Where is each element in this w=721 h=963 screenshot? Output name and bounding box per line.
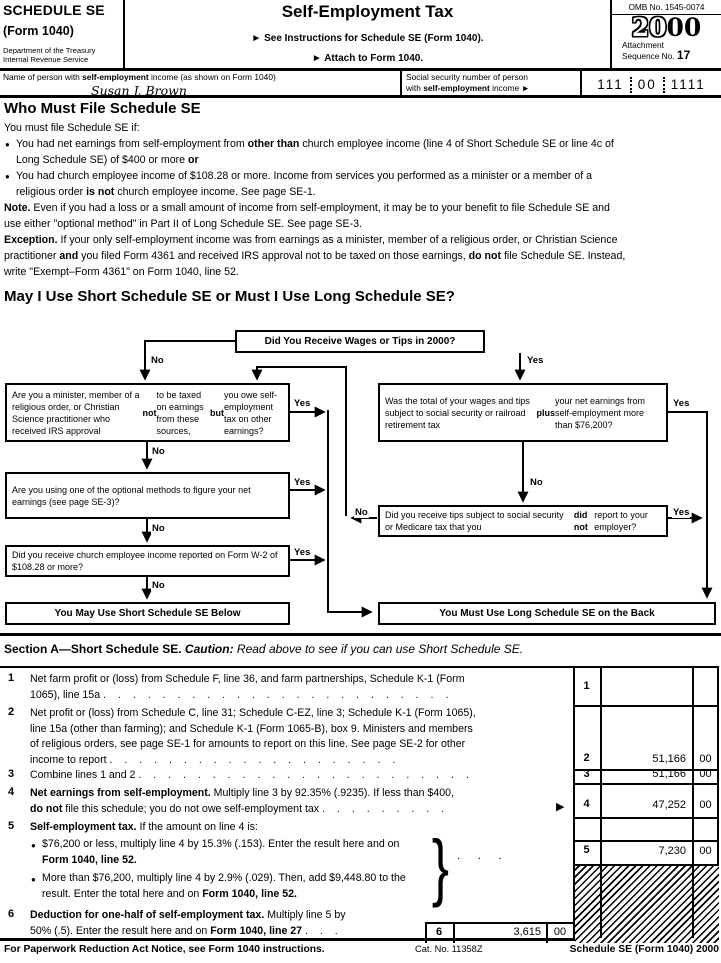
line-1-description: Net farm profit or (loss) from Schedule F, line 36, and farm partnerships, Schedule K-1 (Form 1065), line 15a bbox=[30, 673, 465, 701]
line-5-text: Self-employment tax. If the amount on line 4 is: bbox=[30, 821, 258, 833]
paperwork-notice: For Paperwork Reduction Act Notice, see Form 1040 instructions. bbox=[4, 944, 325, 955]
sequence-value: 17 bbox=[676, 47, 691, 62]
bullet-icon: ● bbox=[31, 875, 36, 884]
dot-leader: . . . bbox=[305, 924, 339, 937]
pointer-icon: ▶ bbox=[556, 801, 565, 813]
dot-leader: . . . . . . . . . . . . . . . . . . . . bbox=[109, 754, 397, 767]
see-instructions-note: ► See Instructions for Schedule SE (Form 1040). bbox=[251, 33, 484, 44]
label-yes: Yes bbox=[673, 398, 690, 409]
line-4-cents[interactable]: 00 bbox=[699, 799, 712, 811]
line-4-description: Net earnings from self-employment. Multiply line 3 by 92.35% (.9235). If less than $400, do not file this schedule; you do not owe self-employment tax bbox=[30, 787, 454, 815]
flowchart-top-question: Did You Receive Wages or Tips in 2000? bbox=[235, 330, 485, 353]
flowchart-church-income-question: Did you receive church employee income reported on Form W-2 of $108.28 or more? bbox=[5, 545, 290, 577]
label-no: No bbox=[152, 523, 165, 534]
sequence-label: Sequence No. bbox=[622, 50, 677, 61]
ssn-part-3: 1111 bbox=[670, 77, 706, 92]
line-5-bullet-2 bbox=[30, 871, 460, 902]
bullet-icon: ● bbox=[31, 841, 36, 850]
flowchart-unreported-tips-question: Did you receive tips subject to social security or Medicare tax that you did not report to your employer? bbox=[378, 505, 668, 537]
tax-year-hollow: 20 bbox=[631, 13, 667, 42]
name-label: Name of person with self-employment income (as shown on Form 1040) bbox=[3, 72, 276, 82]
line-4-number: 4 bbox=[8, 786, 15, 798]
flowchart-minister-question: Are you a minister, member of a religious order, or Christian Science practitioner who received IRS approval not to be taxed on earnings from these sources, but you owe self-employment tax on other earnings? bbox=[5, 383, 290, 442]
form-title-block bbox=[125, 0, 610, 71]
bullet-icon: ● bbox=[5, 140, 10, 149]
ssn-separator bbox=[630, 77, 632, 93]
line-2-text bbox=[30, 706, 570, 769]
line-6-amount[interactable]: 3,615 bbox=[513, 926, 541, 938]
dot-leader: . . . bbox=[457, 848, 502, 862]
dot-leader: . . . . . . . . . . . . . . . . . . . . . . . . bbox=[103, 688, 450, 701]
who-bullet-2-text: You had church employee income of $108.28 or more. Income from services you performed as a minister or a member of a religious order is not church employee income. See page SE-1. bbox=[16, 170, 593, 198]
label-yes: Yes bbox=[673, 507, 690, 518]
section-a-title: Section A—Short Schedule SE. bbox=[4, 642, 185, 656]
grid-line bbox=[573, 705, 719, 707]
omb-number: OMB No. 1545-0074 bbox=[612, 0, 721, 15]
who-must-file-section bbox=[4, 100, 717, 280]
ssn-separator bbox=[663, 77, 665, 93]
line-3-text bbox=[30, 768, 570, 784]
section-a-caution-label: Caution: bbox=[184, 642, 237, 656]
agency-line-2: Internal Revenue Service bbox=[3, 55, 89, 64]
line-5-amount[interactable]: 7,230 bbox=[658, 845, 686, 857]
label-no: No bbox=[530, 477, 543, 488]
grid-line bbox=[425, 922, 573, 924]
flowchart-optional-methods-question: Are you using one of the optional methods to figure your net earnings (see page SE-3)? bbox=[5, 472, 290, 519]
line-6-text bbox=[30, 908, 450, 939]
ssn-part-2: 00 bbox=[637, 77, 657, 92]
brace-glyph: } bbox=[431, 825, 450, 908]
bullet-icon: ● bbox=[5, 172, 10, 181]
line-4-amount[interactable]: 47,252 bbox=[652, 799, 686, 811]
short-schedule-table bbox=[0, 666, 719, 941]
form-title: Self-Employment Tax bbox=[281, 2, 454, 21]
line-2-amount[interactable]: 51,166 bbox=[652, 753, 686, 765]
line-4-box: 4 bbox=[583, 798, 590, 810]
who-bullet-1 bbox=[4, 136, 717, 168]
line-6-box: 6 bbox=[435, 926, 443, 938]
form-id-block bbox=[0, 0, 125, 71]
line-2-number: 2 bbox=[8, 706, 15, 718]
line-1-box: 1 bbox=[583, 680, 590, 692]
line-6-number: 6 bbox=[8, 908, 15, 920]
who-intro: You must file Schedule SE if: bbox=[4, 122, 140, 134]
line-1-number: 1 bbox=[8, 672, 15, 684]
grid-line bbox=[573, 840, 719, 842]
label-yes: Yes bbox=[294, 398, 311, 409]
label-yes: Yes bbox=[294, 477, 311, 488]
line-3-description: Combine lines 1 and 2 bbox=[30, 769, 139, 781]
line-3-box: 3 bbox=[583, 768, 590, 780]
ssn-part-1: 111 bbox=[597, 77, 624, 92]
name-cell bbox=[0, 71, 400, 98]
flowchart-wages-tips-total-question: Was the total of your wages and tips subject to social security or railroad retirement tax plus your net earnings from self-employment more than $76,200? bbox=[378, 383, 668, 442]
dot-leader: . . . . . . . . . bbox=[322, 802, 446, 815]
line-3-cents[interactable]: 00 bbox=[699, 768, 712, 780]
flowchart bbox=[0, 325, 721, 628]
section-divider bbox=[0, 633, 721, 636]
grid-line bbox=[573, 817, 719, 819]
footer-form-id: Schedule SE (Form 1040) 2000 bbox=[569, 944, 719, 955]
attach-note: ► Attach to Form 1040. bbox=[311, 53, 424, 64]
line-1-text bbox=[30, 672, 570, 703]
name-field[interactable]: Susan J. Brown bbox=[91, 83, 187, 98]
section-a-heading bbox=[4, 642, 523, 656]
line-3-number: 3 bbox=[8, 768, 15, 780]
dot-leader: . . . . . . . . . . . . . . . . . . . . . . . bbox=[138, 769, 470, 781]
line-3-amount[interactable]: 51,166 bbox=[652, 768, 686, 780]
sequence-number bbox=[612, 47, 721, 62]
grid-line bbox=[573, 864, 719, 866]
flowchart-result-short: You May Use Short Schedule SE Below bbox=[5, 602, 290, 625]
schedule-name: SCHEDULE SE bbox=[3, 2, 105, 18]
agency-line-1: Department of the Treasury bbox=[3, 46, 96, 55]
line-6-description: Deduction for one-half of self-employment tax. Multiply line 5 by 50% (.5). Enter the result here and on Form 1040, line 27 bbox=[30, 909, 346, 937]
line-2-box: 2 bbox=[583, 752, 590, 764]
line-2-cents[interactable]: 00 bbox=[699, 753, 712, 765]
grid-line bbox=[573, 783, 719, 785]
label-yes: Yes bbox=[527, 355, 544, 366]
who-bullet-2 bbox=[4, 168, 717, 200]
flowchart-result-long: You Must Use Long Schedule SE on the Back bbox=[378, 602, 716, 625]
label-no: No bbox=[355, 507, 368, 518]
line-5-bullet-1-text: $76,200 or less, multiply line 4 by 15.3% (.153). Enter the result here and on Form 1040, line 52. bbox=[42, 838, 400, 866]
who-bullet-1-text: You had net earnings from self-employment from other than church employee income (line 4 of Short Schedule SE or line 4c of Long Schedule SE) of $400 or more or bbox=[16, 138, 614, 166]
tax-year bbox=[612, 15, 721, 41]
label-no: No bbox=[152, 446, 165, 457]
tax-year-solid: 00 bbox=[666, 13, 702, 42]
line-2-description: Net profit or (loss) from Schedule C, line 31; Schedule C-EZ, line 3; Schedule K-1 (Form 1065), line 15a (other than farming); and Schedule K-1 (Form 1065-B), box 9. Ministers and members of religious orders, see page SE-1 for amounts to report on this line. See page SE-2 for other income to report bbox=[30, 707, 476, 767]
catalog-number: Cat. No. 11358Z bbox=[415, 944, 483, 954]
line-5-box: 5 bbox=[583, 844, 590, 856]
line-5-number: 5 bbox=[8, 820, 15, 832]
line-4-text bbox=[30, 786, 570, 817]
flowchart-heading: May I Use Short Schedule SE or Must I Use Long Schedule SE? bbox=[4, 288, 455, 305]
form-header bbox=[0, 0, 721, 71]
ssn-label: Social security number of person with self-employment income ► bbox=[400, 71, 580, 98]
line-5-bullet-2-text: More than $76,200, multiply line 4 by 2.9% (.029). Then, add $9,448.80 to the result. Enter the total here and on Form 1040, line 52. bbox=[42, 872, 406, 900]
attachment-label: Attachment bbox=[622, 40, 664, 50]
section-a-caution-text: Read above to see if you can use Short Schedule SE. bbox=[236, 642, 524, 656]
label-no: No bbox=[151, 355, 164, 366]
ssn-field[interactable] bbox=[580, 71, 721, 98]
who-must-file-heading: Who Must File Schedule SE bbox=[4, 100, 201, 117]
line-6-cents[interactable]: 00 bbox=[553, 926, 567, 938]
form-number: (Form 1040) bbox=[3, 24, 74, 38]
line-5-cents[interactable]: 00 bbox=[699, 845, 712, 857]
hatched-area bbox=[575, 864, 719, 943]
grid-line bbox=[453, 922, 455, 943]
label-yes: Yes bbox=[294, 547, 311, 558]
who-note: Note. Even if you had a loss or a small amount of income from self-employment, it may be to your benefit to file Schedule SE and use either "optional method" in Part II of Long Schedule SE. See page SE-3. bbox=[4, 202, 610, 230]
omb-block bbox=[610, 0, 721, 71]
who-exception: Exception. If your only self-employment income was from earnings as a minister, member of a religious order, or Christian Science practitioner and you filed Form 4361 and received IRS approval not to be taxed on those earnings, do not file Schedule SE. Instead, write "Exempt–Form 4361" on Form 1040, line 52. bbox=[4, 234, 626, 278]
label-no: No bbox=[152, 580, 165, 591]
taxpayer-row bbox=[0, 71, 721, 98]
line-5-bullet-1 bbox=[30, 837, 450, 868]
